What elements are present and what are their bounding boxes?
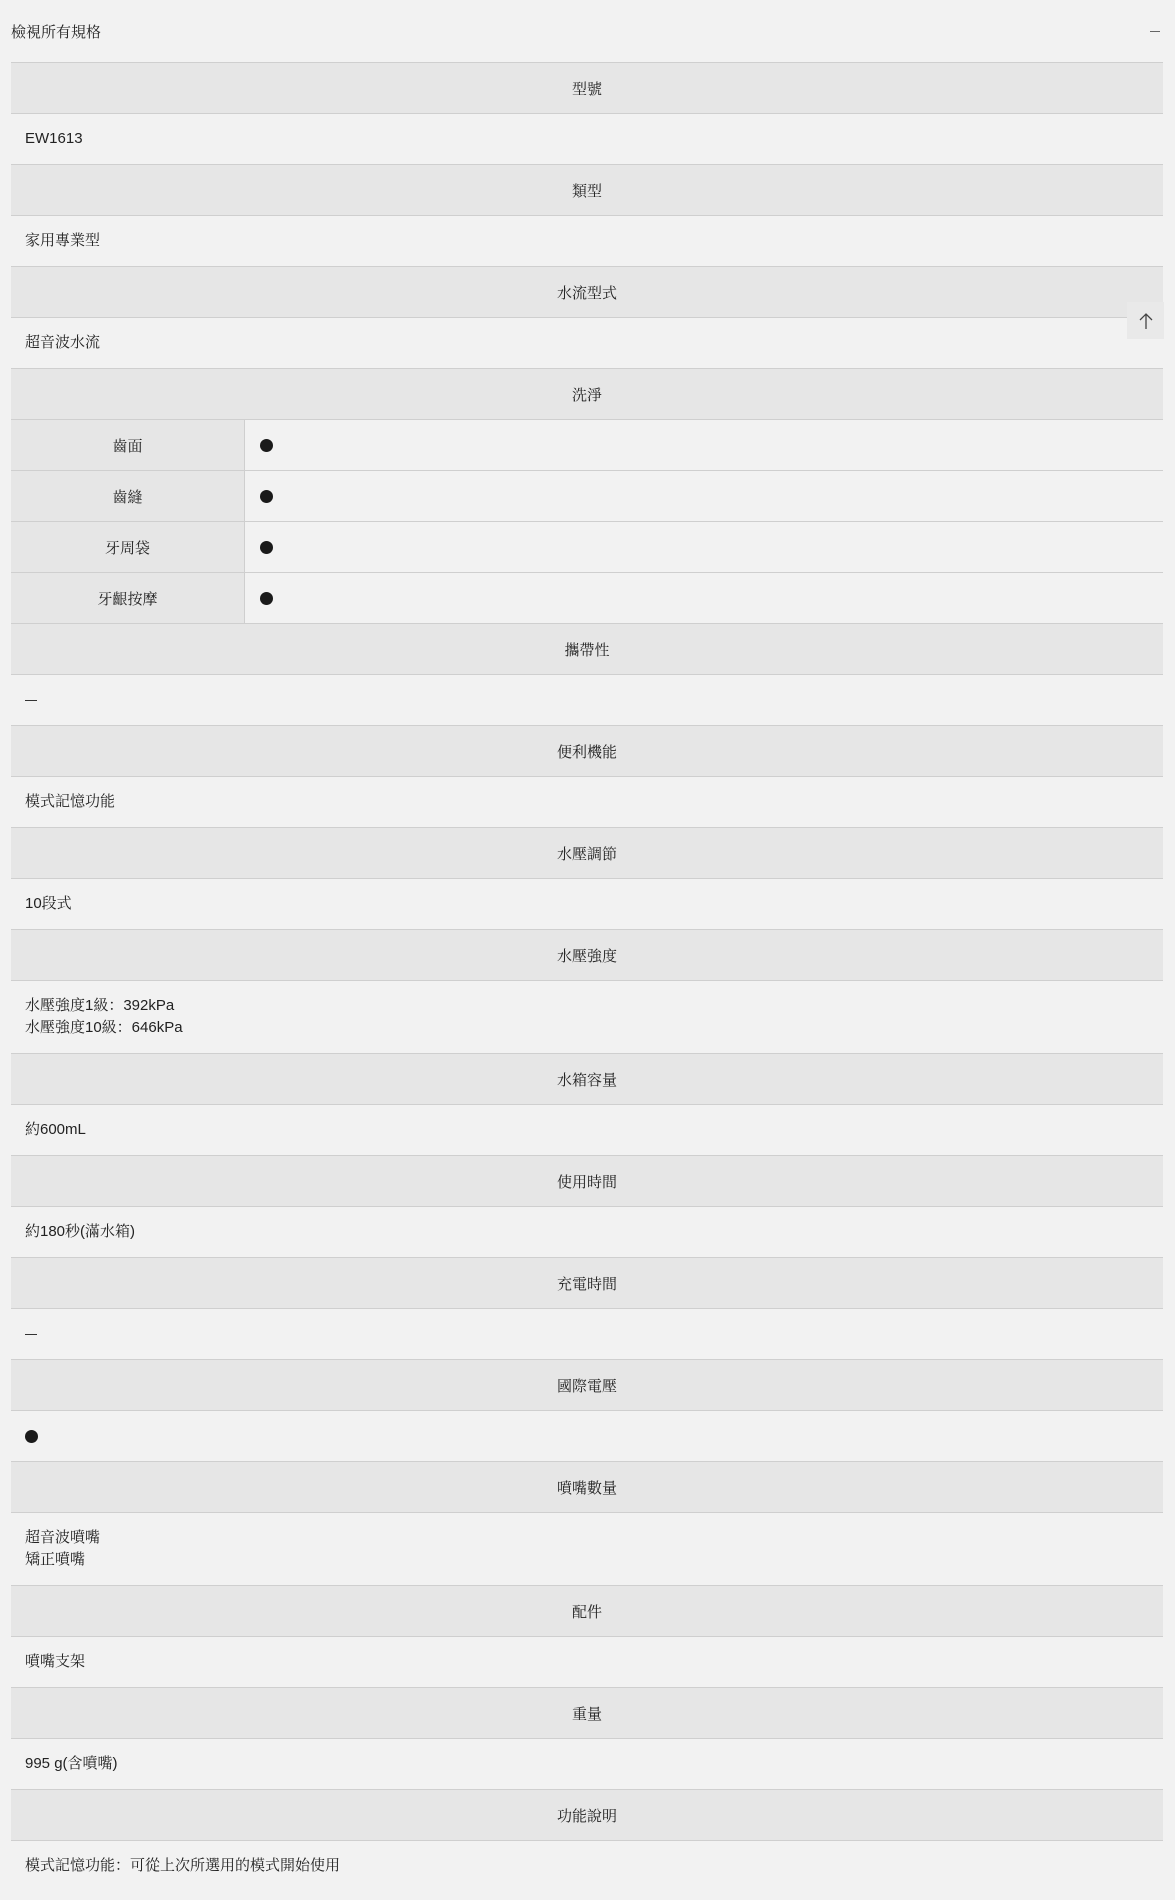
spec-sub-row	[11, 470, 1163, 521]
spec-header-row	[11, 266, 1163, 317]
spec-header-label: 便利機能	[556, 743, 617, 761]
spec-header-label: 噴嘴數量	[556, 1479, 617, 1497]
spec-value-row	[11, 1636, 1163, 1687]
spec-header-label: 使用時間	[556, 1173, 617, 1191]
spec-value-row	[11, 980, 1163, 1053]
spec-value-row	[11, 878, 1163, 929]
spec-sub-value	[245, 471, 1163, 521]
spec-value-row	[11, 1308, 1163, 1359]
spec-header-label: 水箱容量	[556, 1071, 617, 1089]
spec-header-label: 洗淨	[571, 386, 602, 404]
dash-icon	[25, 1334, 37, 1335]
spec-header-label: 國際電壓	[556, 1377, 617, 1395]
filled-circle-icon	[260, 490, 273, 503]
spec-header-label: 水壓調節	[556, 845, 617, 863]
spec-sub-value	[245, 420, 1163, 470]
spec-header-label: 類型	[571, 182, 602, 200]
spec-value-text: 995 g(含噴嘴)	[25, 1755, 118, 1772]
spec-value-text: 模式記憶功能	[25, 793, 116, 810]
spec-header-row	[11, 623, 1163, 674]
spec-header-label: 型號	[571, 80, 602, 98]
spec-sub-value	[245, 522, 1163, 572]
spec-header-label: 攜帶性	[564, 641, 610, 659]
spec-value-row	[11, 674, 1163, 725]
view-all-specs-title: 檢視所有規格	[11, 23, 102, 41]
spec-value-text: 約600mL	[25, 1121, 86, 1138]
spec-value-row	[11, 776, 1163, 827]
spec-header-row	[11, 1461, 1163, 1512]
spec-value-text: 超音波噴嘴	[25, 1529, 101, 1546]
spec-value-row	[11, 1104, 1163, 1155]
spec-value-text: 水壓強度10級：646kPa	[25, 1019, 183, 1036]
spec-value-row	[11, 113, 1163, 164]
spec-header-row	[11, 929, 1163, 980]
spec-value-text: 10段式	[25, 895, 72, 912]
spec-value-text: 約180秒(滿水箱)	[25, 1223, 136, 1240]
arrow-up-icon	[1138, 312, 1154, 330]
spec-table	[11, 62, 1163, 1891]
spec-header-label: 重量	[571, 1705, 602, 1723]
minus-icon	[1150, 31, 1160, 32]
scroll-to-top-button[interactable]	[1127, 302, 1164, 339]
spec-header-row	[11, 1053, 1163, 1104]
filled-circle-icon	[260, 439, 273, 452]
spec-value-text: 水壓強度1級：392kPa	[25, 997, 175, 1014]
spec-value-row	[11, 1410, 1163, 1461]
spec-header-label: 充電時間	[556, 1275, 617, 1293]
spec-value-text: 噴嘴支架	[25, 1653, 86, 1670]
spec-sub-row	[11, 419, 1163, 470]
spec-header-row	[11, 1155, 1163, 1206]
spec-value-row	[11, 1206, 1163, 1257]
spec-value-text: 矯正噴嘴	[25, 1551, 86, 1568]
spec-sub-label: 牙齦按摩	[11, 573, 245, 623]
filled-circle-icon	[25, 1430, 38, 1443]
spec-header-row	[11, 368, 1163, 419]
spec-value-text: 模式記憶功能：可從上次所選用的模式開始使用	[25, 1857, 341, 1874]
spec-value-text: EW1613	[25, 130, 83, 147]
spec-value-row	[11, 215, 1163, 266]
spec-value-row	[11, 1738, 1163, 1789]
spec-header-row	[11, 1585, 1163, 1636]
spec-header-row	[11, 1789, 1163, 1840]
spec-header-label: 水壓強度	[556, 947, 617, 965]
spec-header-row	[11, 1687, 1163, 1738]
spec-value-text: 家用專業型	[25, 232, 101, 249]
filled-circle-icon	[260, 592, 273, 605]
spec-header-row	[11, 1257, 1163, 1308]
spec-value-text: 超音波水流	[25, 334, 101, 351]
spec-header-row	[11, 62, 1163, 113]
spec-header-row	[11, 1359, 1163, 1410]
view-all-specs-toggle[interactable]	[0, 0, 1175, 62]
spec-sub-value	[245, 573, 1163, 623]
spec-header-row	[11, 164, 1163, 215]
spec-header-label: 功能說明	[556, 1807, 617, 1825]
spec-header-row	[11, 827, 1163, 878]
spec-header-label: 水流型式	[556, 284, 617, 302]
spec-value-row	[11, 1512, 1163, 1585]
dash-icon	[25, 700, 37, 701]
spec-sub-label: 齒面	[11, 420, 245, 470]
spec-value-row	[11, 317, 1163, 368]
spec-sub-label: 牙周袋	[11, 522, 245, 572]
spec-sub-label: 齒縫	[11, 471, 245, 521]
spec-header-row	[11, 725, 1163, 776]
spec-value-row	[11, 1840, 1163, 1891]
spec-sub-row	[11, 521, 1163, 572]
spec-header-label: 配件	[571, 1603, 602, 1621]
spec-sub-row	[11, 572, 1163, 623]
filled-circle-icon	[260, 541, 273, 554]
